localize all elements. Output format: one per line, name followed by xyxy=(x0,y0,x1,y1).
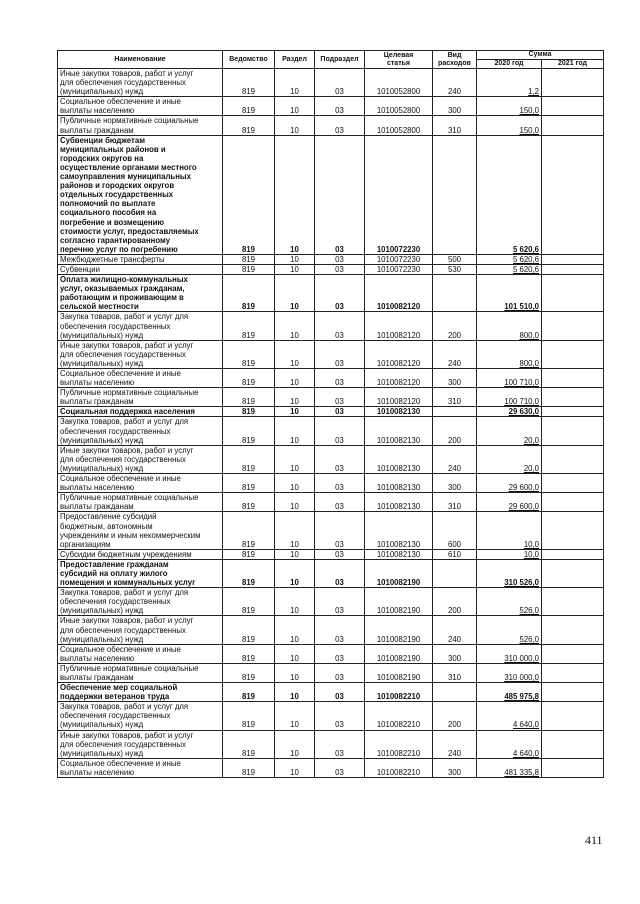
cell-dept: 819 xyxy=(223,135,275,254)
cell-2020: 10,0 xyxy=(477,512,542,549)
table-row xyxy=(58,135,604,254)
cell-subsection: 03 xyxy=(315,758,365,777)
cell-target: 1010082210 xyxy=(365,730,433,758)
cell-section: 10 xyxy=(275,69,315,97)
cell-target: 1010082130 xyxy=(365,493,433,512)
cell-exptype: 310 xyxy=(433,116,477,135)
cell-section: 10 xyxy=(275,493,315,512)
cell-name: Оплата жилищно-коммунальных услуг, оказываемых гражданам, работающим и проживающим в сельской местности xyxy=(58,275,223,312)
cell-section: 10 xyxy=(275,445,315,473)
cell-dept: 819 xyxy=(223,369,275,388)
cell-2021 xyxy=(542,116,604,135)
header-2021: 2021 год xyxy=(542,60,604,69)
cell-dept: 819 xyxy=(223,702,275,730)
cell-2021 xyxy=(542,275,604,312)
cell-exptype: 200 xyxy=(433,588,477,616)
cell-2021 xyxy=(542,417,604,445)
cell-name: Публичные нормативные социальные выплаты гражданам xyxy=(58,663,223,682)
cell-subsection: 03 xyxy=(315,69,365,97)
budget-table xyxy=(57,50,604,778)
cell-exptype: 500 xyxy=(433,254,477,264)
table-row xyxy=(58,388,604,407)
cell-2020: 29 600,0 xyxy=(477,493,542,512)
cell-exptype: 240 xyxy=(433,730,477,758)
cell-subsection: 03 xyxy=(315,730,365,758)
cell-dept: 819 xyxy=(223,644,275,663)
cell-exptype: 610 xyxy=(433,549,477,559)
cell-exptype: 310 xyxy=(433,493,477,512)
cell-subsection: 03 xyxy=(315,97,365,116)
cell-2021 xyxy=(542,730,604,758)
cell-dept: 819 xyxy=(223,312,275,340)
cell-target: 1010082210 xyxy=(365,683,433,702)
cell-name: Закупка товаров, работ и услуг для обеспечения государственных (муниципальных) нужд xyxy=(58,312,223,340)
cell-section: 10 xyxy=(275,97,315,116)
table-row xyxy=(58,758,604,777)
cell-2021 xyxy=(542,369,604,388)
cell-target: 1010082210 xyxy=(365,758,433,777)
cell-2021 xyxy=(542,588,604,616)
cell-section: 10 xyxy=(275,588,315,616)
cell-subsection: 03 xyxy=(315,275,365,312)
cell-2021 xyxy=(542,644,604,663)
cell-2021 xyxy=(542,135,604,254)
cell-2020: 800,0 xyxy=(477,340,542,368)
cell-2021 xyxy=(542,69,604,97)
cell-target: 1010082120 xyxy=(365,312,433,340)
table-row xyxy=(58,549,604,559)
table-row xyxy=(58,683,604,702)
cell-name: Субвенции xyxy=(58,264,223,274)
table-row xyxy=(58,340,604,368)
cell-dept: 819 xyxy=(223,97,275,116)
cell-dept: 819 xyxy=(223,407,275,417)
cell-2021 xyxy=(542,407,604,417)
cell-section: 10 xyxy=(275,663,315,682)
cell-exptype xyxy=(433,559,477,587)
cell-target: 1010082190 xyxy=(365,588,433,616)
cell-2021 xyxy=(542,312,604,340)
cell-target: 1010082130 xyxy=(365,407,433,417)
cell-2021 xyxy=(542,559,604,587)
cell-2020: 20,0 xyxy=(477,445,542,473)
cell-target: 1010072230 xyxy=(365,264,433,274)
table-row xyxy=(58,730,604,758)
cell-section: 10 xyxy=(275,549,315,559)
cell-exptype: 530 xyxy=(433,264,477,274)
cell-name: Социальное обеспечение и иные выплаты населению xyxy=(58,644,223,663)
cell-exptype: 240 xyxy=(433,340,477,368)
cell-2020: 150,0 xyxy=(477,97,542,116)
table-row xyxy=(58,264,604,274)
header-dept: Ведомство xyxy=(223,51,275,69)
cell-target: 1010082210 xyxy=(365,702,433,730)
cell-exptype: 300 xyxy=(433,644,477,663)
cell-section: 10 xyxy=(275,407,315,417)
cell-name: Иные закупки товаров, работ и услуг для обеспечения государственных (муниципальных) нужд xyxy=(58,340,223,368)
cell-2020: 800,0 xyxy=(477,312,542,340)
cell-subsection: 03 xyxy=(315,683,365,702)
cell-name: Публичные нормативные социальные выплаты гражданам xyxy=(58,116,223,135)
header-section: Раздел xyxy=(275,51,315,69)
cell-dept: 819 xyxy=(223,275,275,312)
cell-2021 xyxy=(542,493,604,512)
cell-subsection: 03 xyxy=(315,445,365,473)
cell-target: 1010072230 xyxy=(365,254,433,264)
table-row xyxy=(58,588,604,616)
table-row xyxy=(58,407,604,417)
header-name: Наименование xyxy=(58,51,223,69)
cell-subsection: 03 xyxy=(315,559,365,587)
cell-subsection: 03 xyxy=(315,644,365,663)
cell-target: 1010082190 xyxy=(365,616,433,644)
cell-section: 10 xyxy=(275,512,315,549)
cell-target: 1010082120 xyxy=(365,369,433,388)
cell-name: Иные закупки товаров, работ и услуг для обеспечения государственных (муниципальных) нужд xyxy=(58,69,223,97)
cell-subsection: 03 xyxy=(315,407,365,417)
cell-name: Социальное обеспечение и иные выплаты населению xyxy=(58,758,223,777)
cell-2020: 526,0 xyxy=(477,616,542,644)
cell-2020: 4 640,0 xyxy=(477,730,542,758)
cell-subsection: 03 xyxy=(315,702,365,730)
cell-name: Социальная поддержка населения xyxy=(58,407,223,417)
cell-2021 xyxy=(542,616,604,644)
table-row xyxy=(58,644,604,663)
cell-2020: 4 640,0 xyxy=(477,702,542,730)
cell-section: 10 xyxy=(275,135,315,254)
cell-section: 10 xyxy=(275,730,315,758)
cell-name: Субвенции бюджетам муниципальных районов и городских округов на осуществление органами местного самоуправления муниципальных районов и городских округов отдельных государственных полномочий по выплате социального пособия на погребение и возмещению стоимости услуг, предоставляемых согласно гарантированному перечню услуг по погребению xyxy=(58,135,223,254)
cell-name: Предоставление субсидий бюджетным, автономным учреждениям и иным некоммерческим организациям xyxy=(58,512,223,549)
cell-name: Обеспечение мер социальной поддержки ветеранов труда xyxy=(58,683,223,702)
cell-exptype xyxy=(433,683,477,702)
cell-dept: 819 xyxy=(223,730,275,758)
cell-exptype xyxy=(433,407,477,417)
cell-name: Социальное обеспечение и иные выплаты населению xyxy=(58,97,223,116)
table-row xyxy=(58,445,604,473)
cell-section: 10 xyxy=(275,616,315,644)
cell-subsection: 03 xyxy=(315,254,365,264)
cell-target: 1010082130 xyxy=(365,474,433,493)
cell-2020: 310 000,0 xyxy=(477,644,542,663)
table-row xyxy=(58,417,604,445)
header-row xyxy=(58,51,604,60)
cell-exptype: 300 xyxy=(433,97,477,116)
cell-target: 1010072230 xyxy=(365,135,433,254)
cell-target: 1010082130 xyxy=(365,512,433,549)
header-sum: Сумма xyxy=(477,51,604,60)
cell-2021 xyxy=(542,445,604,473)
cell-2021 xyxy=(542,474,604,493)
cell-2021 xyxy=(542,663,604,682)
table-row xyxy=(58,275,604,312)
cell-dept: 819 xyxy=(223,549,275,559)
cell-2020: 29 630,0 xyxy=(477,407,542,417)
table-row xyxy=(58,493,604,512)
cell-section: 10 xyxy=(275,559,315,587)
table-body xyxy=(58,69,604,778)
cell-dept: 819 xyxy=(223,512,275,549)
cell-name: Социальное обеспечение и иные выплаты населению xyxy=(58,369,223,388)
cell-subsection: 03 xyxy=(315,474,365,493)
cell-2020: 100 710,0 xyxy=(477,369,542,388)
cell-section: 10 xyxy=(275,474,315,493)
cell-section: 10 xyxy=(275,264,315,274)
cell-target: 1010082130 xyxy=(365,445,433,473)
table-row xyxy=(58,474,604,493)
cell-exptype: 300 xyxy=(433,369,477,388)
cell-dept: 819 xyxy=(223,69,275,97)
cell-subsection: 03 xyxy=(315,417,365,445)
cell-2020: 29 600,0 xyxy=(477,474,542,493)
cell-exptype: 600 xyxy=(433,512,477,549)
cell-exptype: 300 xyxy=(433,474,477,493)
cell-dept: 819 xyxy=(223,254,275,264)
cell-2021 xyxy=(542,97,604,116)
cell-2021 xyxy=(542,702,604,730)
cell-subsection: 03 xyxy=(315,493,365,512)
cell-target: 1010082120 xyxy=(365,275,433,312)
cell-dept: 819 xyxy=(223,663,275,682)
cell-target: 1010052800 xyxy=(365,69,433,97)
cell-dept: 819 xyxy=(223,474,275,493)
cell-section: 10 xyxy=(275,417,315,445)
cell-name: Публичные нормативные социальные выплаты гражданам xyxy=(58,388,223,407)
cell-target: 1010082120 xyxy=(365,388,433,407)
cell-subsection: 03 xyxy=(315,312,365,340)
cell-section: 10 xyxy=(275,116,315,135)
cell-subsection: 03 xyxy=(315,135,365,254)
cell-name: Межбюджетные трансферты xyxy=(58,254,223,264)
cell-subsection: 03 xyxy=(315,388,365,407)
cell-name: Иные закупки товаров, работ и услуг для обеспечения государственных (муниципальных) нужд xyxy=(58,445,223,473)
cell-exptype: 310 xyxy=(433,663,477,682)
cell-target: 1010082190 xyxy=(365,644,433,663)
table-row xyxy=(58,369,604,388)
cell-dept: 819 xyxy=(223,445,275,473)
cell-subsection: 03 xyxy=(315,369,365,388)
table-row xyxy=(58,254,604,264)
table-row xyxy=(58,312,604,340)
cell-2020: 310 526,0 xyxy=(477,559,542,587)
cell-dept: 819 xyxy=(223,264,275,274)
cell-subsection: 03 xyxy=(315,512,365,549)
cell-2020: 150,0 xyxy=(477,116,542,135)
cell-target: 1010052800 xyxy=(365,116,433,135)
cell-subsection: 03 xyxy=(315,116,365,135)
table-row xyxy=(58,116,604,135)
cell-subsection: 03 xyxy=(315,663,365,682)
cell-exptype xyxy=(433,135,477,254)
cell-section: 10 xyxy=(275,275,315,312)
cell-target: 1010082130 xyxy=(365,549,433,559)
cell-target: 1010082190 xyxy=(365,559,433,587)
table-row xyxy=(58,97,604,116)
cell-2021 xyxy=(542,254,604,264)
cell-section: 10 xyxy=(275,683,315,702)
cell-2020: 481 335,8 xyxy=(477,758,542,777)
cell-2021 xyxy=(542,264,604,274)
cell-section: 10 xyxy=(275,369,315,388)
cell-exptype: 300 xyxy=(433,758,477,777)
cell-dept: 819 xyxy=(223,417,275,445)
cell-target: 1010082120 xyxy=(365,340,433,368)
header-exptype: Вид расходов xyxy=(433,51,477,69)
cell-dept: 819 xyxy=(223,493,275,512)
cell-subsection: 03 xyxy=(315,616,365,644)
cell-exptype: 240 xyxy=(433,445,477,473)
cell-2020: 101 510,0 xyxy=(477,275,542,312)
cell-2020: 5 620,6 xyxy=(477,264,542,274)
cell-section: 10 xyxy=(275,388,315,407)
cell-section: 10 xyxy=(275,758,315,777)
cell-dept: 819 xyxy=(223,683,275,702)
cell-exptype: 240 xyxy=(433,616,477,644)
cell-name: Иные закупки товаров, работ и услуг для обеспечения государственных (муниципальных) нужд xyxy=(58,616,223,644)
cell-2020: 310 000,0 xyxy=(477,663,542,682)
table-row xyxy=(58,702,604,730)
cell-subsection: 03 xyxy=(315,340,365,368)
cell-dept: 819 xyxy=(223,758,275,777)
cell-dept: 819 xyxy=(223,340,275,368)
cell-2020: 5 620,6 xyxy=(477,254,542,264)
cell-subsection: 03 xyxy=(315,549,365,559)
cell-name: Социальное обеспечение и иные выплаты населению xyxy=(58,474,223,493)
cell-exptype: 240 xyxy=(433,69,477,97)
cell-dept: 819 xyxy=(223,116,275,135)
cell-2021 xyxy=(542,512,604,549)
cell-exptype: 200 xyxy=(433,702,477,730)
cell-2020: 5 620,6 xyxy=(477,135,542,254)
table-row xyxy=(58,69,604,97)
cell-2020: 1,2 xyxy=(477,69,542,97)
header-2020: 2020 год xyxy=(477,60,542,69)
cell-name: Закупка товаров, работ и услуг для обеспечения государственных (муниципальных) нужд xyxy=(58,588,223,616)
cell-name: Предоставление гражданам субсидий на оплату жилого помещения и коммунальных услуг xyxy=(58,559,223,587)
table-row xyxy=(58,616,604,644)
cell-target: 1010082130 xyxy=(365,417,433,445)
cell-exptype: 310 xyxy=(433,388,477,407)
cell-name: Закупка товаров, работ и услуг для обеспечения государственных (муниципальных) нужд xyxy=(58,702,223,730)
page-number: 411 xyxy=(585,833,603,847)
cell-exptype xyxy=(433,275,477,312)
cell-name: Иные закупки товаров, работ и услуг для обеспечения государственных (муниципальных) нужд xyxy=(58,730,223,758)
cell-section: 10 xyxy=(275,254,315,264)
header-target: Целевая статья xyxy=(365,51,433,69)
cell-section: 10 xyxy=(275,312,315,340)
table-row xyxy=(58,559,604,587)
table-row xyxy=(58,663,604,682)
cell-2021 xyxy=(542,340,604,368)
cell-2021 xyxy=(542,758,604,777)
cell-dept: 819 xyxy=(223,588,275,616)
cell-name: Публичные нормативные социальные выплаты гражданам xyxy=(58,493,223,512)
cell-2021 xyxy=(542,388,604,407)
cell-name: Закупка товаров, работ и услуг для обеспечения государственных (муниципальных) нужд xyxy=(58,417,223,445)
cell-dept: 819 xyxy=(223,559,275,587)
cell-2020: 485 975,8 xyxy=(477,683,542,702)
cell-target: 1010082190 xyxy=(365,663,433,682)
cell-section: 10 xyxy=(275,702,315,730)
cell-subsection: 03 xyxy=(315,588,365,616)
cell-dept: 819 xyxy=(223,388,275,407)
cell-2020: 10,0 xyxy=(477,549,542,559)
cell-2020: 100 710,0 xyxy=(477,388,542,407)
cell-2021 xyxy=(542,683,604,702)
cell-2020: 20,0 xyxy=(477,417,542,445)
cell-dept: 819 xyxy=(223,616,275,644)
cell-exptype: 200 xyxy=(433,312,477,340)
cell-exptype: 200 xyxy=(433,417,477,445)
cell-2021 xyxy=(542,549,604,559)
cell-target: 1010052800 xyxy=(365,97,433,116)
cell-2020: 526,0 xyxy=(477,588,542,616)
cell-name: Субсидии бюджетным учреждениям xyxy=(58,549,223,559)
cell-section: 10 xyxy=(275,644,315,663)
cell-subsection: 03 xyxy=(315,264,365,274)
header-subsection: Подраздел xyxy=(315,51,365,69)
table-row xyxy=(58,512,604,549)
cell-section: 10 xyxy=(275,340,315,368)
